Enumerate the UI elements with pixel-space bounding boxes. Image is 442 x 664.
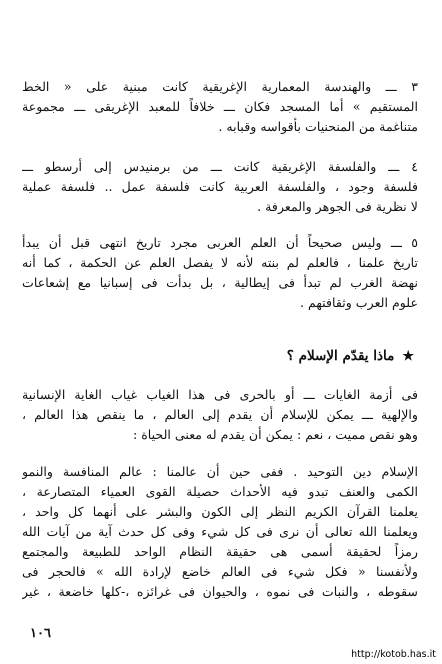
paragraph-5-line-3: يعلمنا القرآن الكريم النظر إلى الكون والبشر على أنهما كل واحد ، xyxy=(22,504,418,519)
star-icon: ★ xyxy=(402,349,414,364)
paragraph-3-line-4: علوم العرب وثقافتهم . xyxy=(299,295,418,310)
section-heading xyxy=(287,346,414,367)
paragraph-2-line-3: لا نظرية فى الجوهر والمعرفة . xyxy=(257,199,418,214)
paragraph-1-line-1: ٣ ـــ والهندسة المعمارية الإغريقية كانت مبنية على « الخط xyxy=(22,79,418,94)
paragraph-5-line-2: الكمى والعنف تبدو فيه الأحداث حصيلة القوى العمياء المتصارعة ، xyxy=(22,484,418,499)
paragraph-3-line-2: تاريخ علمنا ، فالعلم لم بنته لأنه لا يفصل العلم عن الحكمة ، كما أنه xyxy=(22,255,418,270)
paragraph-4-line-2: والإلهية ـــ يمكن للإسلام أن يقدم إلى العالم ، ما ينقص هذا العالم ، xyxy=(22,407,418,422)
paragraph-5-line-1: الإسلام دين التوحيد . ففى حين أن عالمنا : عالم المنافسة والنمو xyxy=(22,464,418,479)
paragraph-2-line-2: فلسفة وجود ، والفلسفة العربية كانت فلسفة عمل .. فلسفة عملية xyxy=(22,179,418,194)
watermark-url: http://kotob.has.it xyxy=(351,649,436,660)
section-heading-text: ماذا يقدّم الإسلام ؟ xyxy=(286,348,395,364)
paragraph-5-line-6: ولأنفسنا « فكل شيء فى العالم خاضع لإرادة الله » فالحجر فى xyxy=(22,564,418,579)
paragraph-4-line-1: فى أزمة الغايات ـــ أو بالحرى فى هذا الغياب غياب الغاية الإنسانية xyxy=(22,387,418,402)
paragraph-5-line-7: سقوطه ، والنبات فى نموه ، والحيوان فى غرائزه ،-كلها خاضعة ، غير xyxy=(22,584,418,599)
paragraph-4-line-3: وهو نقص مميت ، نعم : يمكن أن يقدم له معنى الحياة : xyxy=(132,427,418,442)
paragraph-5-line-4: ويعلمنا الله تعالى أن نرى فى كل شيء وفى كل حدث آية من آيات الله xyxy=(22,524,418,539)
paragraph-1-line-2: المستقيم » أما المسجد فكان ـــ خلافاً للمعبد الإغريقى ـــ مجموعة xyxy=(22,99,418,114)
paragraph-2-line-1: ٤ ـــ والفلسفة الإغريقية كانت ـــ من برمنيدس إلى أرسطو ـــ xyxy=(22,159,418,174)
paragraph-5-line-5: رمزاً لحقيقة أسمى هى حقيقة النظام الواحد للطبيعة والمجتمع xyxy=(22,544,418,559)
page-number: ١٠٦ xyxy=(30,626,51,641)
paragraph-3-line-3: نهضة الغرب لم تبدأ فى إيطالية ، بل بدأت فى إسبانيا مع إشعاعات xyxy=(22,275,418,290)
paragraph-3-line-1: ٥ ـــ وليس صحيحاً أن العلم العربى مجرد تاريخ انتهى قبل أن يبدأ xyxy=(22,235,418,250)
paragraph-1-line-3: متناغمة من المنحنيات بأقواسه وقبابه . xyxy=(218,119,418,134)
